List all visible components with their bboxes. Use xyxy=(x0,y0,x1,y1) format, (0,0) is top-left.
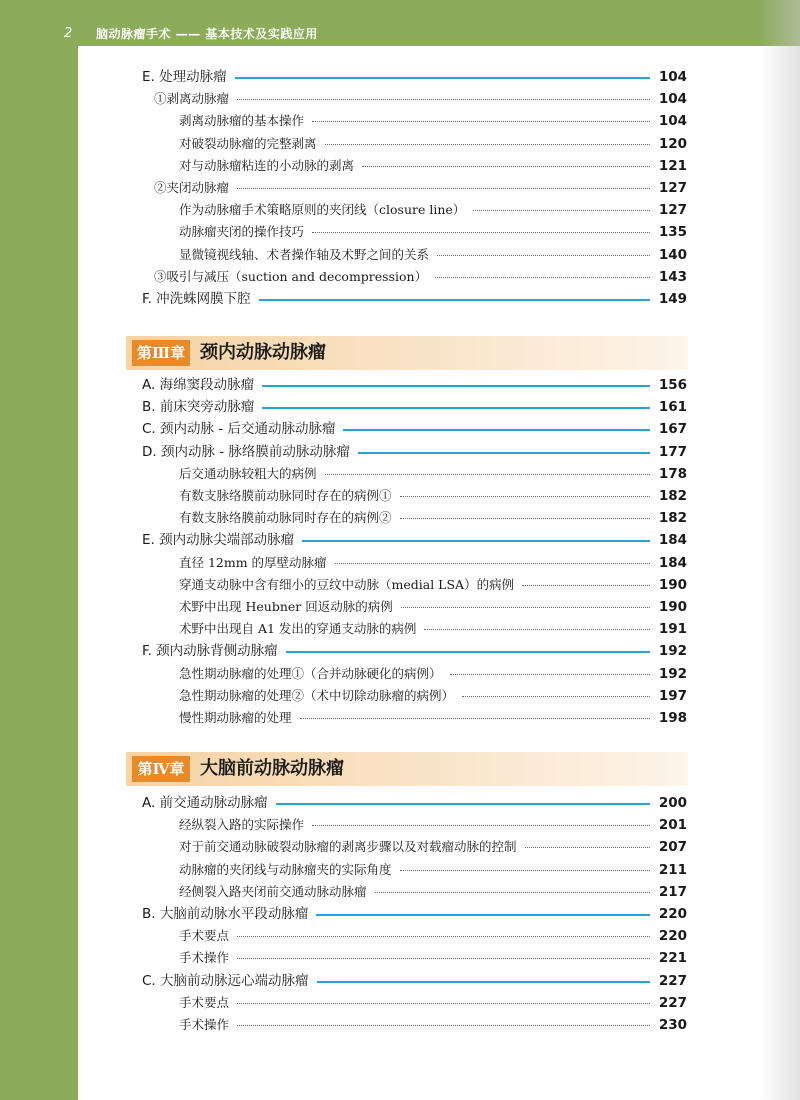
toc-entry-page: 201 xyxy=(658,817,687,834)
dotted-leader xyxy=(300,718,650,719)
dotted-leader xyxy=(362,166,650,167)
toc-entry-title: 手术操作 xyxy=(179,1014,235,1036)
toc-entry-title: A. 前交通动脉动脉瘤 xyxy=(142,792,274,814)
toc-entry-page: 184 xyxy=(658,554,687,571)
dotted-leader xyxy=(424,629,650,630)
dotted-leader xyxy=(525,847,650,848)
toc-entry-page: 192 xyxy=(658,643,687,660)
toc-entry-page: 178 xyxy=(658,465,687,482)
toc-subentry[interactable] xyxy=(0,552,800,574)
toc-subentry[interactable] xyxy=(0,836,800,858)
toc-subentry[interactable] xyxy=(0,221,800,243)
toc-subentry[interactable] xyxy=(0,88,800,110)
toc-entry-title: 后交通动脉较粗大的病例 xyxy=(179,463,323,485)
toc-subentry[interactable] xyxy=(0,685,800,707)
toc-section[interactable] xyxy=(0,970,800,992)
dotted-leader xyxy=(237,1003,650,1004)
toc-subentry[interactable] xyxy=(0,881,800,903)
chapter-heading[interactable] xyxy=(126,752,688,786)
toc-entry-title: C. 颈内动脉 - 后交通动脉动脉瘤 xyxy=(142,418,341,440)
toc-entry-title: 显微镜视线轴、术者操作轴及术野之间的关系 xyxy=(179,244,435,266)
toc-subentry[interactable] xyxy=(0,663,800,685)
dotted-leader xyxy=(400,518,650,519)
dotted-leader xyxy=(522,585,650,586)
toc-entry-page: 149 xyxy=(658,291,687,307)
dotted-leader xyxy=(237,188,650,189)
toc-entry-page: 127 xyxy=(658,180,687,196)
toc-entry-title: 手术要点 xyxy=(179,992,235,1014)
toc-section[interactable] xyxy=(0,66,800,88)
toc-entry-page: 182 xyxy=(658,488,687,504)
toc-section[interactable] xyxy=(0,903,800,925)
toc-entry-title: 急性期动脉瘤的处理②（术中切除动脉瘤的病例） xyxy=(179,685,460,707)
toc-entry-page: 207 xyxy=(658,839,687,856)
toc-entry-page: 161 xyxy=(658,399,687,416)
dotted-leader xyxy=(462,696,650,697)
toc-subentry[interactable] xyxy=(0,574,800,596)
toc-subentry[interactable] xyxy=(0,177,800,199)
dotted-leader xyxy=(312,825,650,826)
toc-entry-title: 有数支脉络膜前动脉同时存在的病例① xyxy=(179,485,398,507)
toc-subentry[interactable] xyxy=(0,947,800,969)
toc-entry-page: 121 xyxy=(658,157,687,174)
dotted-leader xyxy=(375,892,650,893)
chapter-badge: 第Ⅳ章 xyxy=(132,756,190,782)
toc-entry-page: 127 xyxy=(658,202,687,219)
dotted-leader xyxy=(237,936,650,937)
toc-subentry[interactable] xyxy=(0,199,800,221)
toc-entry-title: 手术要点 xyxy=(179,925,235,947)
toc-entry-title: E. 颈内动脉尖端部动脉瘤 xyxy=(142,529,300,551)
toc-entry-page: 198 xyxy=(658,710,687,726)
blue-leader-line xyxy=(317,981,650,983)
toc-entry-title: 穿通支动脉中含有细小的豆纹中动脉（medial LSA）的病例 xyxy=(179,574,520,596)
toc-entry-page: 221 xyxy=(658,950,687,967)
blue-leader-line xyxy=(316,914,650,916)
toc-entry-title: ①剥离动脉瘤 xyxy=(154,88,235,110)
toc-section[interactable] xyxy=(0,418,800,440)
toc-section[interactable] xyxy=(0,441,800,463)
dotted-leader xyxy=(312,121,650,122)
toc-entry-page: 217 xyxy=(658,883,687,900)
page-number: 2 xyxy=(64,26,73,41)
toc-subentry[interactable] xyxy=(0,707,800,729)
dotted-leader xyxy=(325,144,650,145)
toc-section[interactable] xyxy=(0,288,800,310)
dotted-leader xyxy=(473,210,650,211)
toc-entry-title: ②夹闭动脉瘤 xyxy=(154,177,235,199)
toc-subentry[interactable] xyxy=(0,1014,800,1036)
toc-section[interactable] xyxy=(0,396,800,418)
toc-section[interactable] xyxy=(0,529,800,551)
toc-subentry[interactable] xyxy=(0,814,800,836)
toc-entry-title: F. 颈内动脉背侧动脉瘤 xyxy=(142,640,284,662)
chapter-heading[interactable] xyxy=(126,336,688,370)
toc-entry-title: 动脉瘤的夹闭线与动脉瘤夹的实际角度 xyxy=(179,859,398,881)
toc-entry-title: B. 前床突旁动脉瘤 xyxy=(142,396,260,418)
toc-section[interactable] xyxy=(0,640,800,662)
toc-entry-page: 156 xyxy=(658,377,687,393)
toc-entry-page: 211 xyxy=(658,861,687,878)
toc-entry-title: 经纵裂入路的实际操作 xyxy=(179,814,310,836)
toc-entry-title: B. 大脑前动脉水平段动脉瘤 xyxy=(142,903,314,925)
toc-entry-title: 经侧裂入路夹闭前交通动脉动脉瘤 xyxy=(179,881,373,903)
toc-entry-page: 177 xyxy=(658,443,687,460)
toc-entry-page: 120 xyxy=(658,135,687,152)
toc-entry-page: 104 xyxy=(658,113,687,130)
blue-leader-line xyxy=(302,540,650,542)
toc-entry-page: 143 xyxy=(658,268,687,285)
blue-leader-line xyxy=(286,651,650,653)
toc-entry-title: 直径 12mm 的厚壁动脉瘤 xyxy=(179,552,333,574)
toc-entry-title: 术野中出现自 A1 发出的穿通支动脉的病例 xyxy=(179,618,422,640)
toc-subentry[interactable] xyxy=(0,463,800,485)
toc-entry-page: 227 xyxy=(658,994,687,1011)
toc-subentry[interactable] xyxy=(0,244,800,266)
toc-subentry[interactable] xyxy=(0,266,800,288)
blue-leader-line xyxy=(343,429,650,431)
toc-entry-page: 220 xyxy=(658,928,687,945)
dotted-leader xyxy=(450,674,650,675)
dotted-leader xyxy=(325,474,650,475)
toc-entry-page: 191 xyxy=(658,621,687,638)
toc-entry-title: E. 处理动脉瘤 xyxy=(142,66,233,88)
dotted-leader xyxy=(400,496,650,497)
blue-leader-line xyxy=(276,803,650,805)
toc-entry-title: D. 颈内动脉 - 脉络膜前动脉动脉瘤 xyxy=(142,441,356,463)
toc-subentry[interactable] xyxy=(0,507,800,529)
toc-entry-title: A. 海绵窦段动脉瘤 xyxy=(142,374,260,396)
chapter-title: 颈内动脉动脉瘤 xyxy=(200,342,326,363)
blue-leader-line xyxy=(262,385,650,387)
running-title: 脑动脉瘤手术 —— 基本技术及实践应用 xyxy=(96,27,318,41)
toc-subentry[interactable] xyxy=(0,485,800,507)
dotted-leader xyxy=(435,277,650,278)
toc-entry-page: 190 xyxy=(658,599,687,615)
dotted-leader xyxy=(437,255,650,256)
toc-entry-title: 急性期动脉瘤的处理①（合并动脉硬化的病例） xyxy=(179,663,448,685)
toc-section[interactable] xyxy=(0,792,800,814)
toc-entry-page: 135 xyxy=(658,224,687,241)
toc-entry-title: 动脉瘤夹闭的操作技巧 xyxy=(179,221,310,243)
toc-subentry[interactable] xyxy=(0,992,800,1014)
toc-subentry[interactable] xyxy=(0,133,800,155)
toc-entry-page: 200 xyxy=(658,795,687,811)
toc-entry-title: 作为动脉瘤手术策略原则的夹闭线（closure line） xyxy=(179,199,471,221)
toc-entry-page: 197 xyxy=(658,687,687,704)
toc-subentry[interactable] xyxy=(0,859,800,881)
dotted-leader xyxy=(312,232,650,233)
toc-subentry[interactable] xyxy=(0,155,800,177)
toc-subentry[interactable] xyxy=(0,925,800,947)
blue-leader-line xyxy=(259,299,650,301)
toc-subentry[interactable] xyxy=(0,110,800,132)
toc-subentry[interactable] xyxy=(0,596,800,618)
toc-section[interactable] xyxy=(0,374,800,396)
dotted-leader xyxy=(237,1025,650,1026)
toc-entry-page: 220 xyxy=(658,906,687,922)
toc-entry-title: 对于前交通动脉破裂动脉瘤的剥离步骤以及对载瘤动脉的控制 xyxy=(179,836,523,858)
toc-entry-page: 190 xyxy=(658,576,687,593)
toc-entry-page: 227 xyxy=(658,972,687,989)
toc-entry-title: 剥离动脉瘤的基本操作 xyxy=(179,110,310,132)
toc-entry-title: 有数支脉络膜前动脉同时存在的病例② xyxy=(179,507,398,529)
dotted-leader xyxy=(400,870,650,871)
dotted-leader xyxy=(335,563,650,564)
toc-entry-page: 167 xyxy=(658,421,687,438)
toc-subentry[interactable] xyxy=(0,618,800,640)
toc-entry-title: 术野中出现 Heubner 回返动脉的病例 xyxy=(179,596,399,618)
blue-leader-line xyxy=(235,77,650,79)
toc-entry-page: 182 xyxy=(658,510,687,527)
toc-entry-page: 230 xyxy=(658,1017,687,1033)
toc-entry-title: F. 冲洗蛛网膜下腔 xyxy=(142,288,257,310)
chapter-title: 大脑前动脉动脉瘤 xyxy=(200,758,344,779)
toc-entry-page: 104 xyxy=(658,69,687,85)
toc-entry-title: C. 大脑前动脉远心端动脉瘤 xyxy=(142,970,315,992)
toc-entry-title: 对与动脉瘤粘连的小动脉的剥离 xyxy=(179,155,360,177)
toc-entry-title: ③吸引与减压（suction and decompression） xyxy=(154,266,433,288)
toc-entry-page: 104 xyxy=(658,91,687,108)
blue-leader-line xyxy=(358,452,650,454)
dotted-leader xyxy=(401,607,650,608)
toc-entry-page: 192 xyxy=(658,665,687,682)
toc-entry-page: 140 xyxy=(658,246,687,263)
toc-entry-title: 慢性期动脉瘤的处理 xyxy=(179,707,298,729)
toc-entry-title: 对破裂动脉瘤的完整剥离 xyxy=(179,133,323,155)
blue-leader-line xyxy=(262,407,650,409)
chapter-badge: 第Ⅲ章 xyxy=(132,340,190,366)
dotted-leader xyxy=(237,99,650,100)
dotted-leader xyxy=(237,958,650,959)
toc-entry-page: 184 xyxy=(658,532,687,549)
toc-entry-title: 手术操作 xyxy=(179,947,235,969)
